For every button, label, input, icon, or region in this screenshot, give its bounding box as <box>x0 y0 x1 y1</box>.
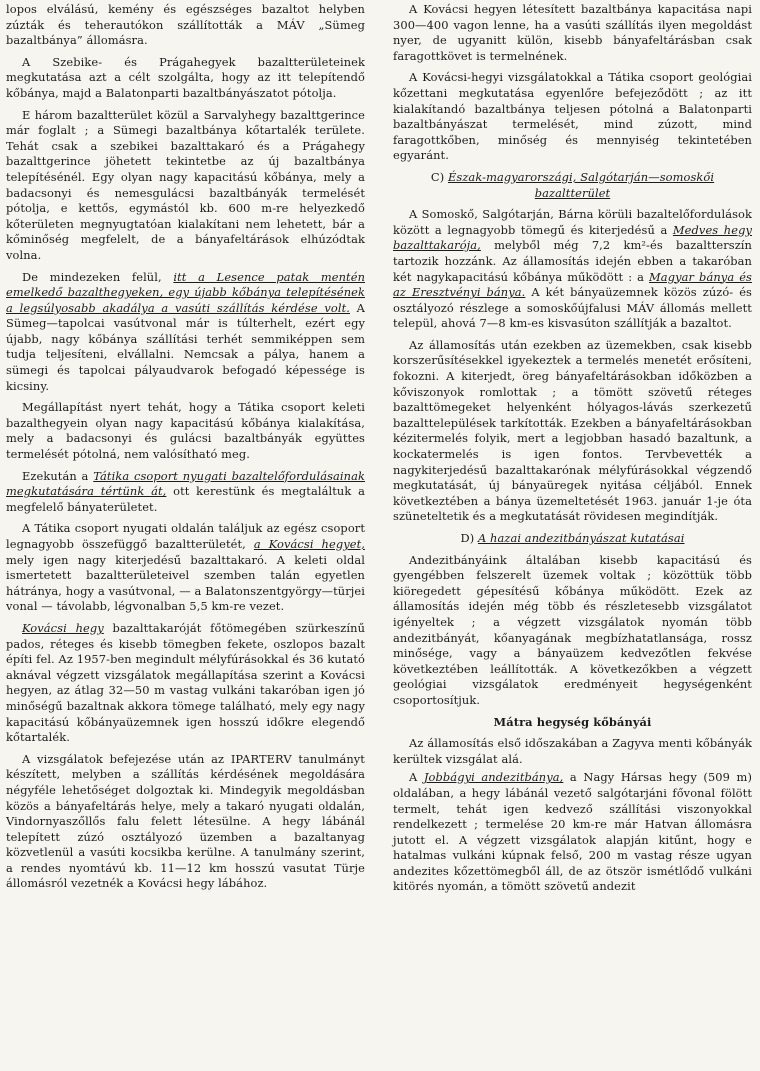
paragraph: E három bazaltterület közül a Sarvalyhegy bazalttgerince már foglalt ; a Sümegi bazaltbánya kőtartalék területe. Tehát csak a szebikei bazalttakaró és a Prágahegy bazalttgerince jöhetett tekintetbe az új bazaltbánya telepítésénél. Egy olyan nagy kapacitású kőbánya, mely a badacsonyi és nemesgulácsi bazaltbányák termelését pótolja, e kettős, egymástól kb. 600 m-re helyezkedő kőterületen megnyugtatóan kialakítani nem lehetett, bár a kőminőség megfelelt, de a bányafeltárások elhúzódtak volna. <box>6 107 365 262</box>
subsection-heading: Mátra hegység kőbányái <box>493 714 652 729</box>
paragraph <box>393 770 752 895</box>
paragraph: lopos elválású, kemény és egészséges bazaltot helyben zúzták és teherautókon szállították a MÁV „Sümeg bazaltbánya” állomásra. <box>6 2 365 48</box>
paragraph: Az államosítás első időszakában a Zagyva menti kőbányák kerültek vizsgálat alá. <box>393 736 752 766</box>
paragraph: A Kovácsi-hegyi vizsgálatokkal a Tátika csoport geológiai kőzettani megkutatása egyenlőre befejeződött ; az itt kialakítandó bazaltbánya teljesen pótolná a Balatonparti bazaltbányászat termelését, mind zúzott, mind faragottkőben, minőség és mennyiség tekintetében egyaránt. <box>393 70 752 163</box>
text-run: a Nagy Hársas hegy (509 m) oldalában, a hegy lábánál vezető salgótarjáni fővonal fölött termelt, tehát igen kedvező szállítási viszonyokkal rendelkezett ; termelése 20 km-re már Hatvan állomásra jutott el. A végzett vizsgálatok alapján kitűnt, hogy e hatalmas vulkáni kúpnak felső, 200 m vastag része ugyan andezites kőzettömegből áll, de az ötször ismétlődő vulkáni kitörés nyomán, a tömött szövetű andezit <box>393 770 752 894</box>
paragraph: A Szebike- és Prágahegyek bazaltterületeinek megkutatása azt a célt szolgálta, hogy az itt telepítendő kőbánya, majd a Balatonparti bazaltbányászatot pótolja. <box>6 54 365 100</box>
emphasis-text: Magyar bánya és az Eresztvényi bánya. <box>393 269 752 300</box>
paragraph: Andezitbányáink általában kisebb kapacitású és gyengébben felszerelt üzemek voltak ; közöttük több kiöregedett gépesítésű kőbánya működött. Ezek az államosítás idején még több és részletesebb vizsgálatot igényeltek ; a végzett vizsgálatok nyomán több andezitbányát, kőanyagának megbízhatatlansága, rossz minősége, vagy a bányaüzem kedvezőtlen fekvése következtében leállították. A következőkben a végzett geológiai vizsgálatok eredményeit hegységenként csoportosítjuk. <box>393 552 752 707</box>
text-run: A <box>409 770 424 785</box>
text-run: A Sümeg—tapolcai vasútvonal már is túlterhelt, ezért egy újabb, nagy kőbánya szállítási terhét semmiképpen sem tudja teljesíteni, elvállalni. Nemcsak a pálya, hanem a sümegi és tapolcai pályaudvarok befogadó képessége is kicsiny. <box>6 300 365 393</box>
text-run: A Tátika csoport nyugati oldalán találjuk az egész csoport legnagyobb összefüggő bazaltterületét, <box>6 521 365 551</box>
right-column <box>393 2 752 1071</box>
text-run: mely igen nagy kiterjedésű bazalttakaró. A keleti oldal ismertetett bazaltterületeivel szemben talán egyetlen hátránya, hogy a vasútvonal, — a Balatonszentgyörgy—türjei vonal — távolabb, légvonalban 5,5 km-re vezet. <box>6 552 365 614</box>
emphasis-text: Medves hegy bazalttakarója, <box>393 222 752 253</box>
left-column <box>6 2 365 1071</box>
paragraph: Megállapítást nyert tehát, hogy a Tátika csoport keleti bazalthegyein olyan nagy kapacitású kőbánya kialakítása, mely a badacsonyi és gulácsi bazaltbányák együttes termelését pótolná, nem valósítható meg. <box>6 400 365 462</box>
paragraph: A Kovácsi hegyen létesített bazaltbánya kapacitása napi 300—400 vagon lenne, ha a vasúti szállítás ilyen megoldást nyer, de ugyanitt külön, kisebb bányafeltárásban csak faragottkövet is termelnének. <box>393 2 752 63</box>
text-run: A két bányaüzemnek közös zúzó- és osztályozó részlege a somoskőújfalusi MÁV állomás mellett települ, ahová 7—8 km-es kisvasúton szállítják a bazaltot. <box>393 285 753 331</box>
text-run: De mindezeken felül, <box>22 269 174 284</box>
heading-letter: D) <box>460 531 478 545</box>
paragraph <box>6 270 365 395</box>
section-heading-c <box>393 170 752 201</box>
emphasis-text: Tátika csoport nyugati bazaltelőfordulásainak megkutatására tértünk át, <box>6 468 366 499</box>
emphasis-text: Jobbágyi andezitbánya, <box>423 770 564 785</box>
text-run: Ezekután a <box>22 468 94 483</box>
heading-letter: C) <box>430 169 448 184</box>
paragraph <box>6 621 365 746</box>
emphasis-text: Kovácsi hegy <box>22 620 104 635</box>
heading-text: A hazai andezitbányászat kutatásai <box>477 531 685 545</box>
text-run: A Somoskő, Salgótarján, Bárna körüli bazaltelőfordulások között a legnagyobb tömegű és kiterjedésű a <box>393 207 752 237</box>
paragraph: A vizsgálatok befejezése után az IPARTERV tanulmányt készített, melyben a szállítás kérdésének megoldására négyféle lehetőséget dolgoztak ki. Mindegyik megoldásban közös a bányafeltárás helye, mely a takaró nyugati oldalán, Vindornyaszőllős falu felett létesülne. A hegy lábánál telepített zúzó osztályozó üzemben a bazaltanyag közvetlenül a vasúti kocsikba kerülne. A tanulmány szerint, a rendes nyomtávú kb. 11—12 km hosszú vasutat Türje állomásról vezetnék a Kovácsi hegy lábához. <box>6 751 365 891</box>
emphasis-text: itt a Lesence patak mentén emelkedő bazalthegyeken, egy újabb kőbánya telepítésének a legsúlyosabb akadálya a vasúti szállítás kérdése volt. <box>6 269 366 315</box>
text-run: ott kerestünk és megtaláltuk a megfelelő bányaterületet. <box>6 484 366 514</box>
paragraph <box>393 207 752 332</box>
paragraph <box>6 469 365 516</box>
heading-text: Észak-magyarországi, Salgótarján—somoskői bazaltterület <box>447 169 715 200</box>
text-run: bazalttakaróját főtömegében szürkeszínű pados, réteges és kisebb tömegben fekete, oszlopos bazalt építi fel. Az 1957-ben megindult mélyfúrásokkal és 36 kutató aknával végzett vizsgálatok megállapítása szerint a Kovácsi hegyen, az átlag 32—50 m vastag vulkáni takaróban igen jó minőségű bazaltnak akkora tömege található, mely egy nagy kapacitású kőbányaüzemnek igen hosszú időkre elegendő kőtartalék. <box>6 620 366 745</box>
emphasis-text: a Kovácsi hegyet, <box>253 537 365 551</box>
section-heading-d <box>393 531 752 547</box>
text-run: melyből még 7,2 km²-és bazaltterszín tartozik hozzánk. Az államosítás idején ebben a takaróban két nagykapacitású kőbánya működött : a <box>393 238 752 284</box>
paragraph <box>6 521 365 615</box>
paragraph: Az államosítás után ezekben az üzemekben, csak kisebb korszerűsítésekkel igyekeztek a termelés menetét erősíteni, fokozni. A kiterjedt, öreg bányafeltárásokban időközben a kőviszonyok romlottak ; a tömött szövetű réteges bazalttömegeket helyenként hólyagos-lávás szerkezetű bazalttelepülések tarkították. Ezekben a bányafeltárásokban kézitermelés folyik, mert a legjobban hasadó bazaltunk, a kockatermelés is igen fontos. Tervbevették a nagykiterjedésű bazalttakarónak mélyfúrásokkal végzendő megkutatását, új bányaüregek nyitása céljából. Ennek következtében a bánya üzemeltetését 1963. január 1-je óta szüneteltetik és a megkutatását rövidesen megindítják. <box>393 337 752 524</box>
